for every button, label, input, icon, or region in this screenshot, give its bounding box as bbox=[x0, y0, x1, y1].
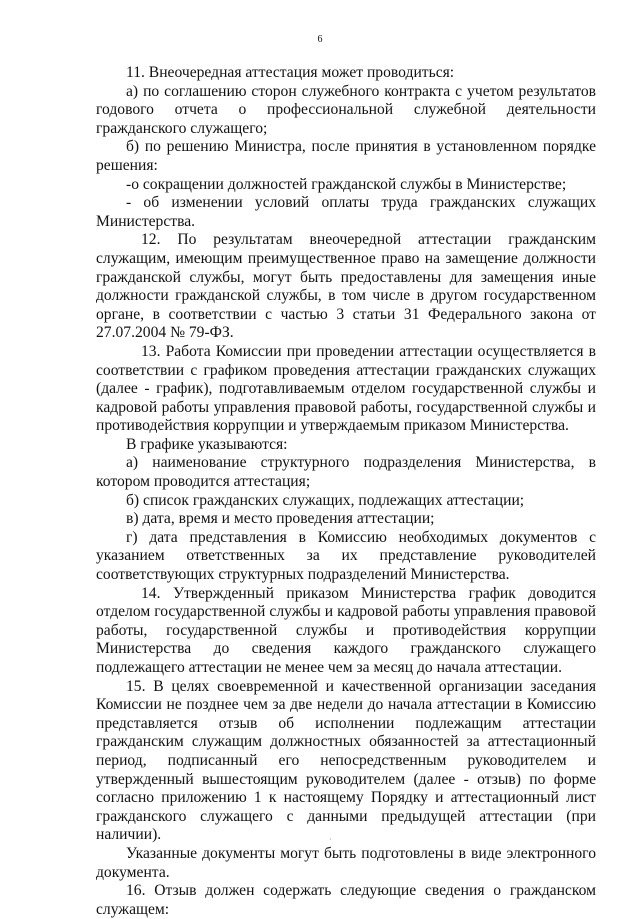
paragraph-11b: б) по решению Министра, после принятия в установленном порядке решения: bbox=[96, 138, 596, 174]
schedule-item-c: в) дата, время и место проведения аттестации; bbox=[126, 510, 435, 528]
paragraph-11-item-2: - об изменении условий оплаты труда гражданских служащих Министерства. bbox=[96, 194, 596, 230]
paragraph-12: 12. По результатам внеочередной аттестации гражданским служащим, имеющим преимущественное право на замещение должности гражданской службы, могут быть предоставлены для замещения иные должности гражданской службы, в том числе в другом государственном органе, в соответствии с частью 3 статьи 31 Федерального закона от 27.07.2004 № 79-ФЗ. bbox=[96, 231, 596, 342]
schedule-intro: В графике указываются: bbox=[126, 435, 288, 453]
paragraph-15: 15. В целях своевременной и качественной организации заседания Комиссии не позднее чем за две недели до начала аттестации в Комиссию представляется отзыв об исполнении подлежащим аттестации гражданским служащим должностных обязанностей за аттестационный период, подписанный его непосредственным руководителем и утвержденный вышестоящим руководителем (далее - отзыв) по форме согласно приложению 1 к настоящему Порядку и аттестационный лист гражданского служащего с данными предыдущей аттестации (при наличии). bbox=[96, 677, 596, 844]
paragraph-11-item-1: -о сокращении должностей гражданской службы в Министерстве; bbox=[126, 175, 567, 193]
document-body bbox=[96, 64, 596, 919]
paragraph-14: 14. Утвержденный приказом Министерства график доводится отделом государственной службы и кадровой работы управления правовой работы, государственной службы и противодействия коррупции Министерства до сведения каждого гражданского служащего подлежащего аттестации не менее чем за месяц до начала аттестации. bbox=[96, 584, 596, 676]
paragraph-16: 16. Отзыв должен содержать следующие сведения о гражданском служащем: bbox=[96, 882, 596, 918]
schedule-item-a: а) наименование структурного подразделения Министерства, в котором проводится аттестация; bbox=[96, 454, 596, 491]
paragraph-11a: а) по соглашению сторон служебного контракта с учетом результатов годового отчета о профессиональной служебной деятельности гражданского служащего; bbox=[96, 82, 596, 137]
schedule-item-b: б) список гражданских служащих, подлежащих аттестации; bbox=[126, 491, 525, 509]
paragraph-15-note: Указанные документы могут быть подготовлены в виде электронного документа. bbox=[96, 844, 596, 881]
page-number: 6 bbox=[317, 34, 323, 45]
paragraph-13: 13. Работа Комиссии при проведении аттестации осуществляется в соответствии с графиком проведения аттестации гражданских служащих (далее - график), подготавливаемым отделом государственной службы и кадровой работы управления правовой работы, государственной службы и противодействия коррупции и утверждаемым приказом Министерства. bbox=[96, 342, 596, 435]
scan-speck: · bbox=[329, 835, 332, 844]
paragraph-11: 11. Внеочередная аттестация может проводиться: bbox=[126, 64, 455, 81]
schedule-item-d: г) дата представления в Комиссию необходимых документов с указанием ответственных за их представление руководителей соответствующих структурных подразделений Министерства. bbox=[96, 528, 596, 584]
